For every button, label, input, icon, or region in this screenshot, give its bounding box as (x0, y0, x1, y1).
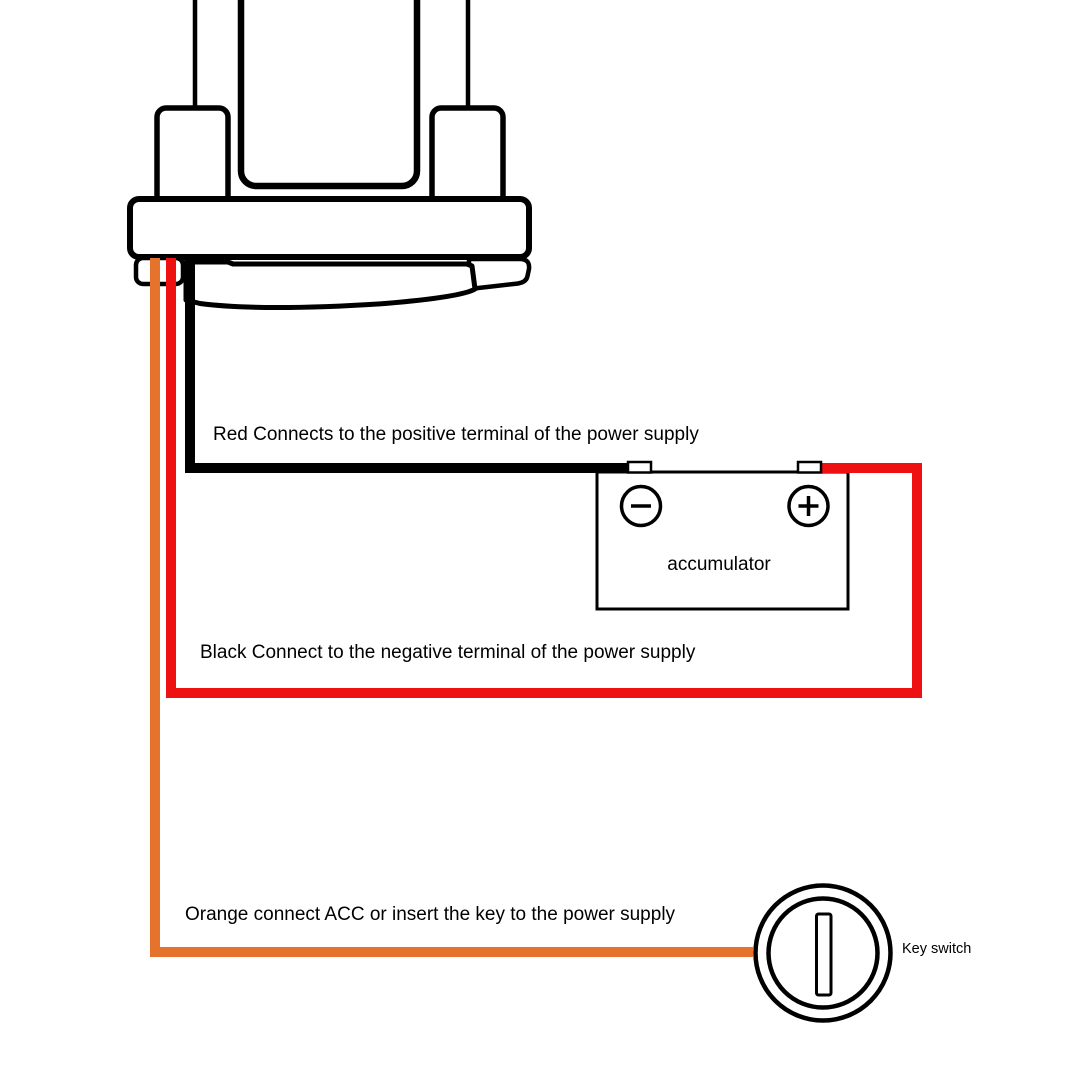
key-switch-label: Key switch (902, 941, 972, 957)
negative-terminal-tab (628, 462, 651, 473)
plus-terminal-icon (789, 487, 828, 526)
connector-shell (186, 262, 475, 308)
black-wire-label: Black Connect to the negative terminal of the power supply (200, 642, 696, 663)
connector-ear-right (469, 259, 529, 289)
key-switch-icon (756, 886, 891, 1021)
positive-terminal-tab (798, 462, 821, 473)
minus-terminal-icon (622, 487, 661, 526)
device-connector (130, 0, 529, 308)
red-wire-label: Red Connects to the positive terminal of the power supply (213, 424, 699, 445)
connector-screw-cap-left (157, 108, 228, 208)
orange-wire-label: Orange connect ACC or insert the key to the power supply (185, 904, 676, 925)
connector-screw-cap-right (432, 108, 503, 208)
connector-flange (130, 199, 529, 257)
accumulator-label: accumulator (667, 554, 771, 575)
key-slot-icon (817, 914, 832, 995)
connector-body (241, 0, 417, 186)
